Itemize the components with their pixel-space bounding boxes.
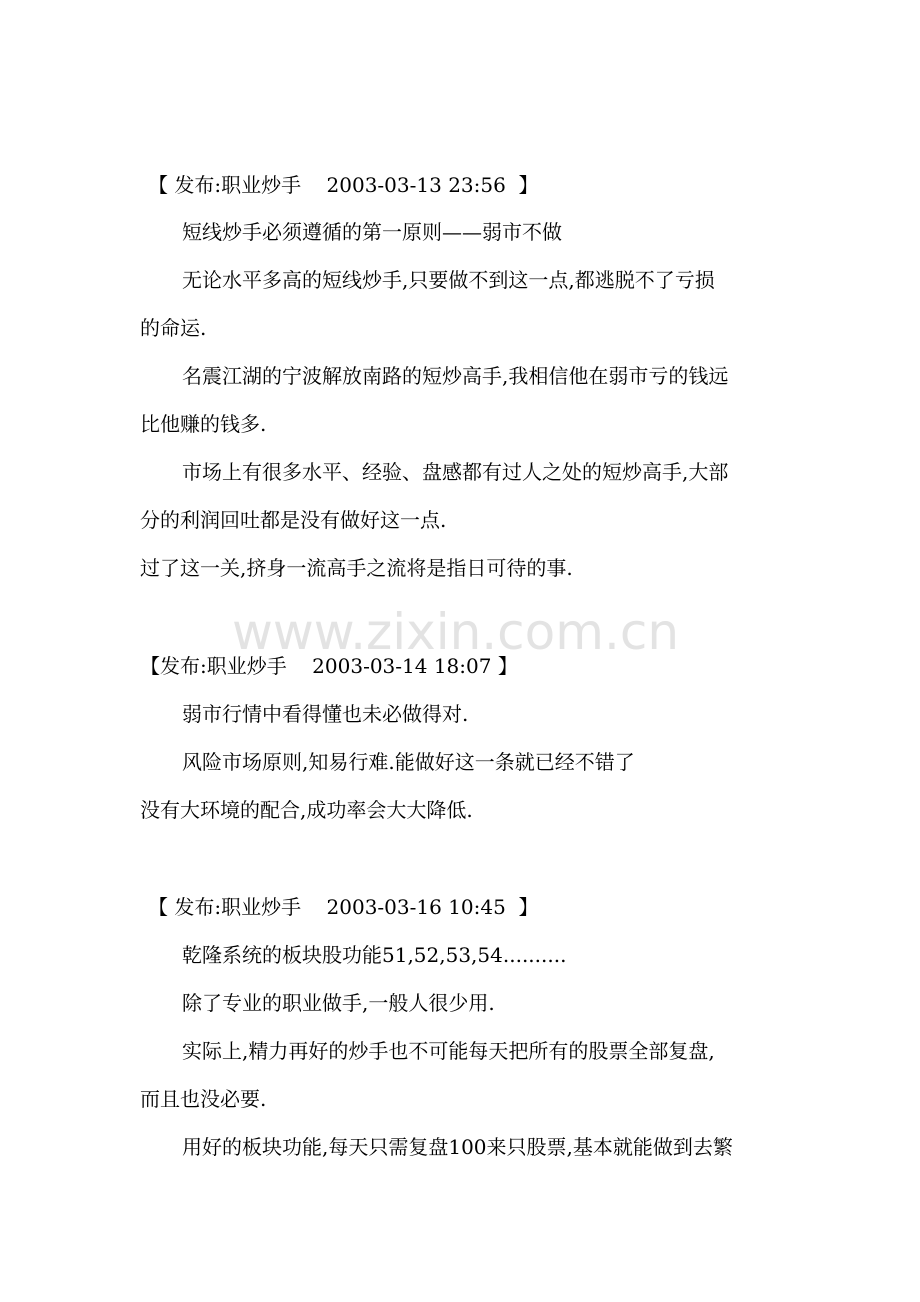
paragraph-line: 无论水平多高的短线炒手,只要做不到这一点,都逃脱不了亏损 xyxy=(182,268,715,292)
post-header: 【 发布:职业炒手 2003-03-13 23:56 】 xyxy=(148,173,539,197)
paragraph-line: 短线炒手必须遵循的第一原则——弱市不做 xyxy=(182,220,562,244)
paragraph-line: 实际上,精力再好的炒手也不可能每天把所有的股票全部复盘, xyxy=(182,1039,715,1063)
paragraph-line: 过了这一关,挤身一流高手之流将是指日可待的事. xyxy=(140,556,573,580)
paragraph-line: 市场上有很多水平、经验、盘感都有过人之处的短炒高手,大部 xyxy=(182,460,729,484)
paragraph-line: 用好的板块功能,每天只需复盘100来只股票,基本就能做到去繁 xyxy=(182,1135,733,1159)
paragraph-line: 而且也没必要. xyxy=(140,1087,267,1111)
paragraph-line: 的命运. xyxy=(140,316,207,340)
paragraph-line: 没有大环境的配合,成功率会大大降低. xyxy=(140,798,473,822)
paragraph-line: 弱市行情中看得懂也未必做得对. xyxy=(182,702,469,726)
paragraph-line: 乾隆系统的板块股功能51,52,53,54.......... xyxy=(182,943,567,967)
paragraph-line: 风险市场原则,知易行难.能做好这一条就已经不错了 xyxy=(182,750,635,774)
watermark: www.zixin.com.cn xyxy=(232,603,680,661)
paragraph-line: 比他赚的钱多. xyxy=(140,412,267,436)
post-header: 【 发布:职业炒手 2003-03-16 10:45 】 xyxy=(148,895,539,919)
paragraph-line: 名震江湖的宁波解放南路的短炒高手,我相信他在弱市亏的钱远 xyxy=(182,364,729,388)
paragraph-line: 除了专业的职业做手,一般人很少用. xyxy=(182,991,495,1015)
post-header: 【发布:职业炒手 2003-03-14 18:07 】 xyxy=(140,654,518,678)
paragraph-line: 分的利润回吐都是没有做好这一点. xyxy=(140,508,447,532)
